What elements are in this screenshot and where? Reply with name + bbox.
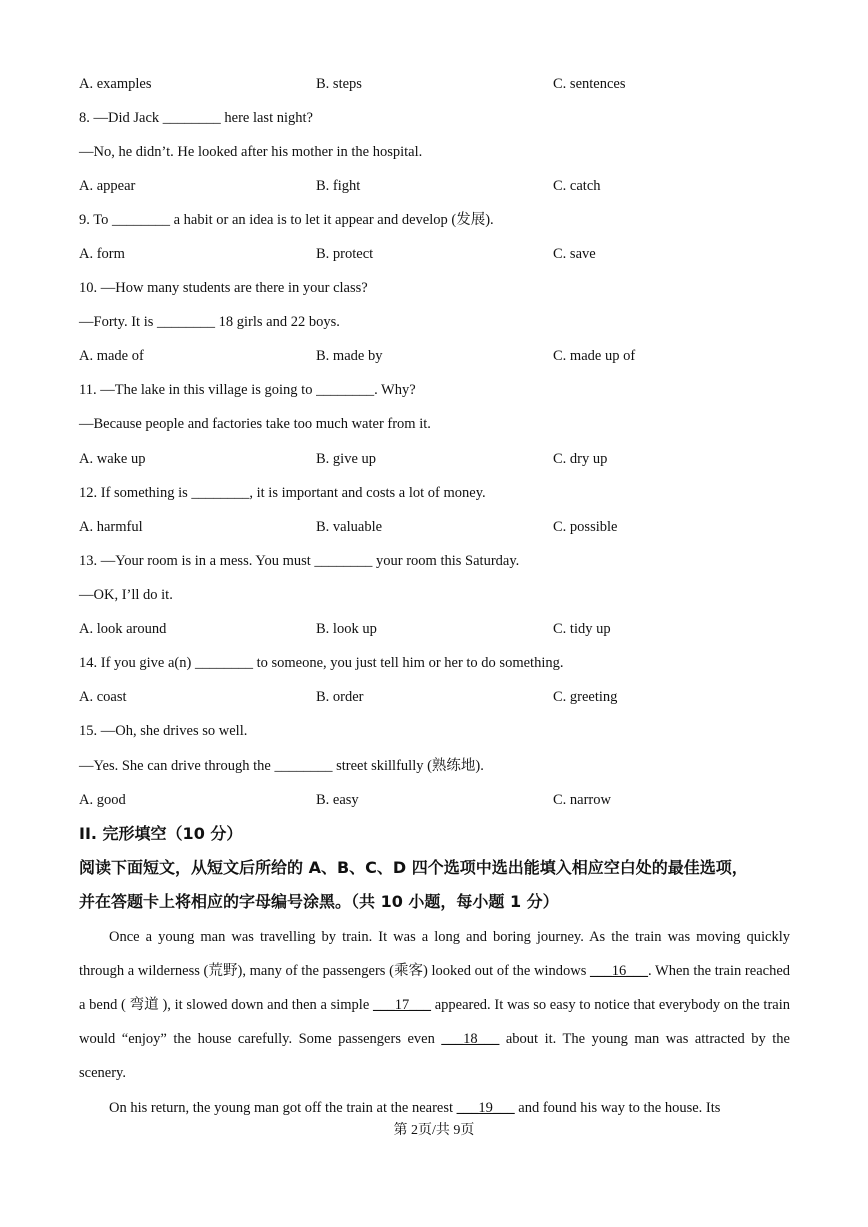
blank-19: ___19___ [456, 1100, 515, 1116]
q13-option-a: A. look around [79, 621, 167, 637]
q15-reply: —Yes. She can drive through the ________ street skillfully (熟练地). [79, 758, 484, 774]
q13-option-b: B. look up [316, 621, 377, 637]
q14-option-a: A. coast [79, 689, 127, 705]
q9-option-b: B. protect [316, 246, 374, 262]
passage-p1-text-1: Once a young man was travelling by train. It was a long and boring journey. As the train was moving quickly through a wilderness (荒野), many of the passengers (乘客) looked out of the windows [79, 929, 790, 979]
page-number: 第 2页/共 9页 [393, 1123, 475, 1138]
q15-stem: 15. —Oh, she drives so well. [79, 723, 248, 739]
q10-option-b: B. made by [316, 348, 383, 364]
section-title: II. 完形填空（10 分） [79, 824, 243, 843]
q11-option-c: C. dry up [553, 451, 608, 467]
q7-option-b: B. steps [316, 76, 362, 92]
q11-stem: 11. —The lake in this village is going to ________. Why? [79, 382, 416, 398]
section-instruction-line-2: 并在答题卡上将相应的字母编号涂黑。（共 10 小题，每小题 1 分） [79, 892, 559, 911]
q15-option-c: C. narrow [553, 792, 611, 808]
q7-option-c: C. sentences [553, 76, 626, 92]
passage-paragraph-1 [79, 920, 790, 1090]
passage-p2-text-1: On his return, the young man got off the train at the nearest [109, 1100, 457, 1116]
q13-option-c: C. tidy up [553, 621, 611, 637]
q10-option-a: A. made of [79, 348, 144, 364]
blank-17: ___17___ [373, 997, 431, 1013]
q12-stem: 12. If something is ________, it is important and costs a lot of money. [79, 485, 486, 501]
passage-p1-text-3: appeared. It was so easy to notice that everybody on the train would “enjoy” the house carefully. Some passengers even [79, 997, 791, 1047]
q11-option-b: B. give up [316, 451, 377, 467]
q12-option-c: C. possible [553, 519, 618, 535]
q14-option-c: C. greeting [553, 689, 618, 705]
q9-option-c: C. save [553, 246, 596, 262]
passage-p2-text-2: and found his way to the house. Its [514, 1100, 721, 1116]
q8-option-c: C. catch [553, 178, 601, 194]
q15-option-b: B. easy [316, 792, 359, 808]
section-instruction-line-1: 阅读下面短文，从短文后所给的 A、B、C、D 四个选项中选出能填入相应空白处的最佳选项， [79, 858, 748, 877]
q15-option-a: A. good [79, 792, 126, 808]
q10-stem: 10. —How many students are there in your class? [79, 280, 368, 296]
blank-18: ___18___ [441, 1031, 500, 1047]
q10-option-c: C. made up of [553, 348, 636, 364]
q9-stem: 9. To ________ a habit or an idea is to let it appear and develop (发展). [79, 212, 494, 228]
blank-16: ___16___ [590, 963, 648, 979]
passage-p1-text-4: about it. The young man was attracted by the scenery. [79, 1031, 790, 1081]
q12-option-b: B. valuable [316, 519, 383, 535]
passage-p1-text-2: . When the train reached a bend ( 弯道 ), it slowed down and then a simple [79, 963, 790, 1013]
q8-option-b: B. fight [316, 178, 361, 194]
q13-reply: —OK, I’ll do it. [79, 587, 173, 603]
q14-option-b: B. order [316, 689, 364, 705]
q8-option-a: A. appear [79, 178, 136, 194]
q11-reply: —Because people and factories take too much water from it. [79, 416, 431, 432]
q10-reply: —Forty. It is ________ 18 girls and 22 boys. [79, 314, 340, 330]
q12-option-a: A. harmful [79, 519, 143, 535]
q13-stem: 13. —Your room is in a mess. You must ________ your room this Saturday. [79, 553, 520, 569]
q7-option-a: A. examples [79, 76, 152, 92]
q8-stem: 8. —Did Jack ________ here last night? [79, 110, 313, 126]
q11-option-a: A. wake up [79, 451, 146, 467]
q9-option-a: A. form [79, 246, 125, 262]
q8-reply: —No, he didn’t. He looked after his mother in the hospital. [79, 144, 423, 160]
q14-stem: 14. If you give a(n) ________ to someone, you just tell him or her to do something. [79, 655, 564, 671]
